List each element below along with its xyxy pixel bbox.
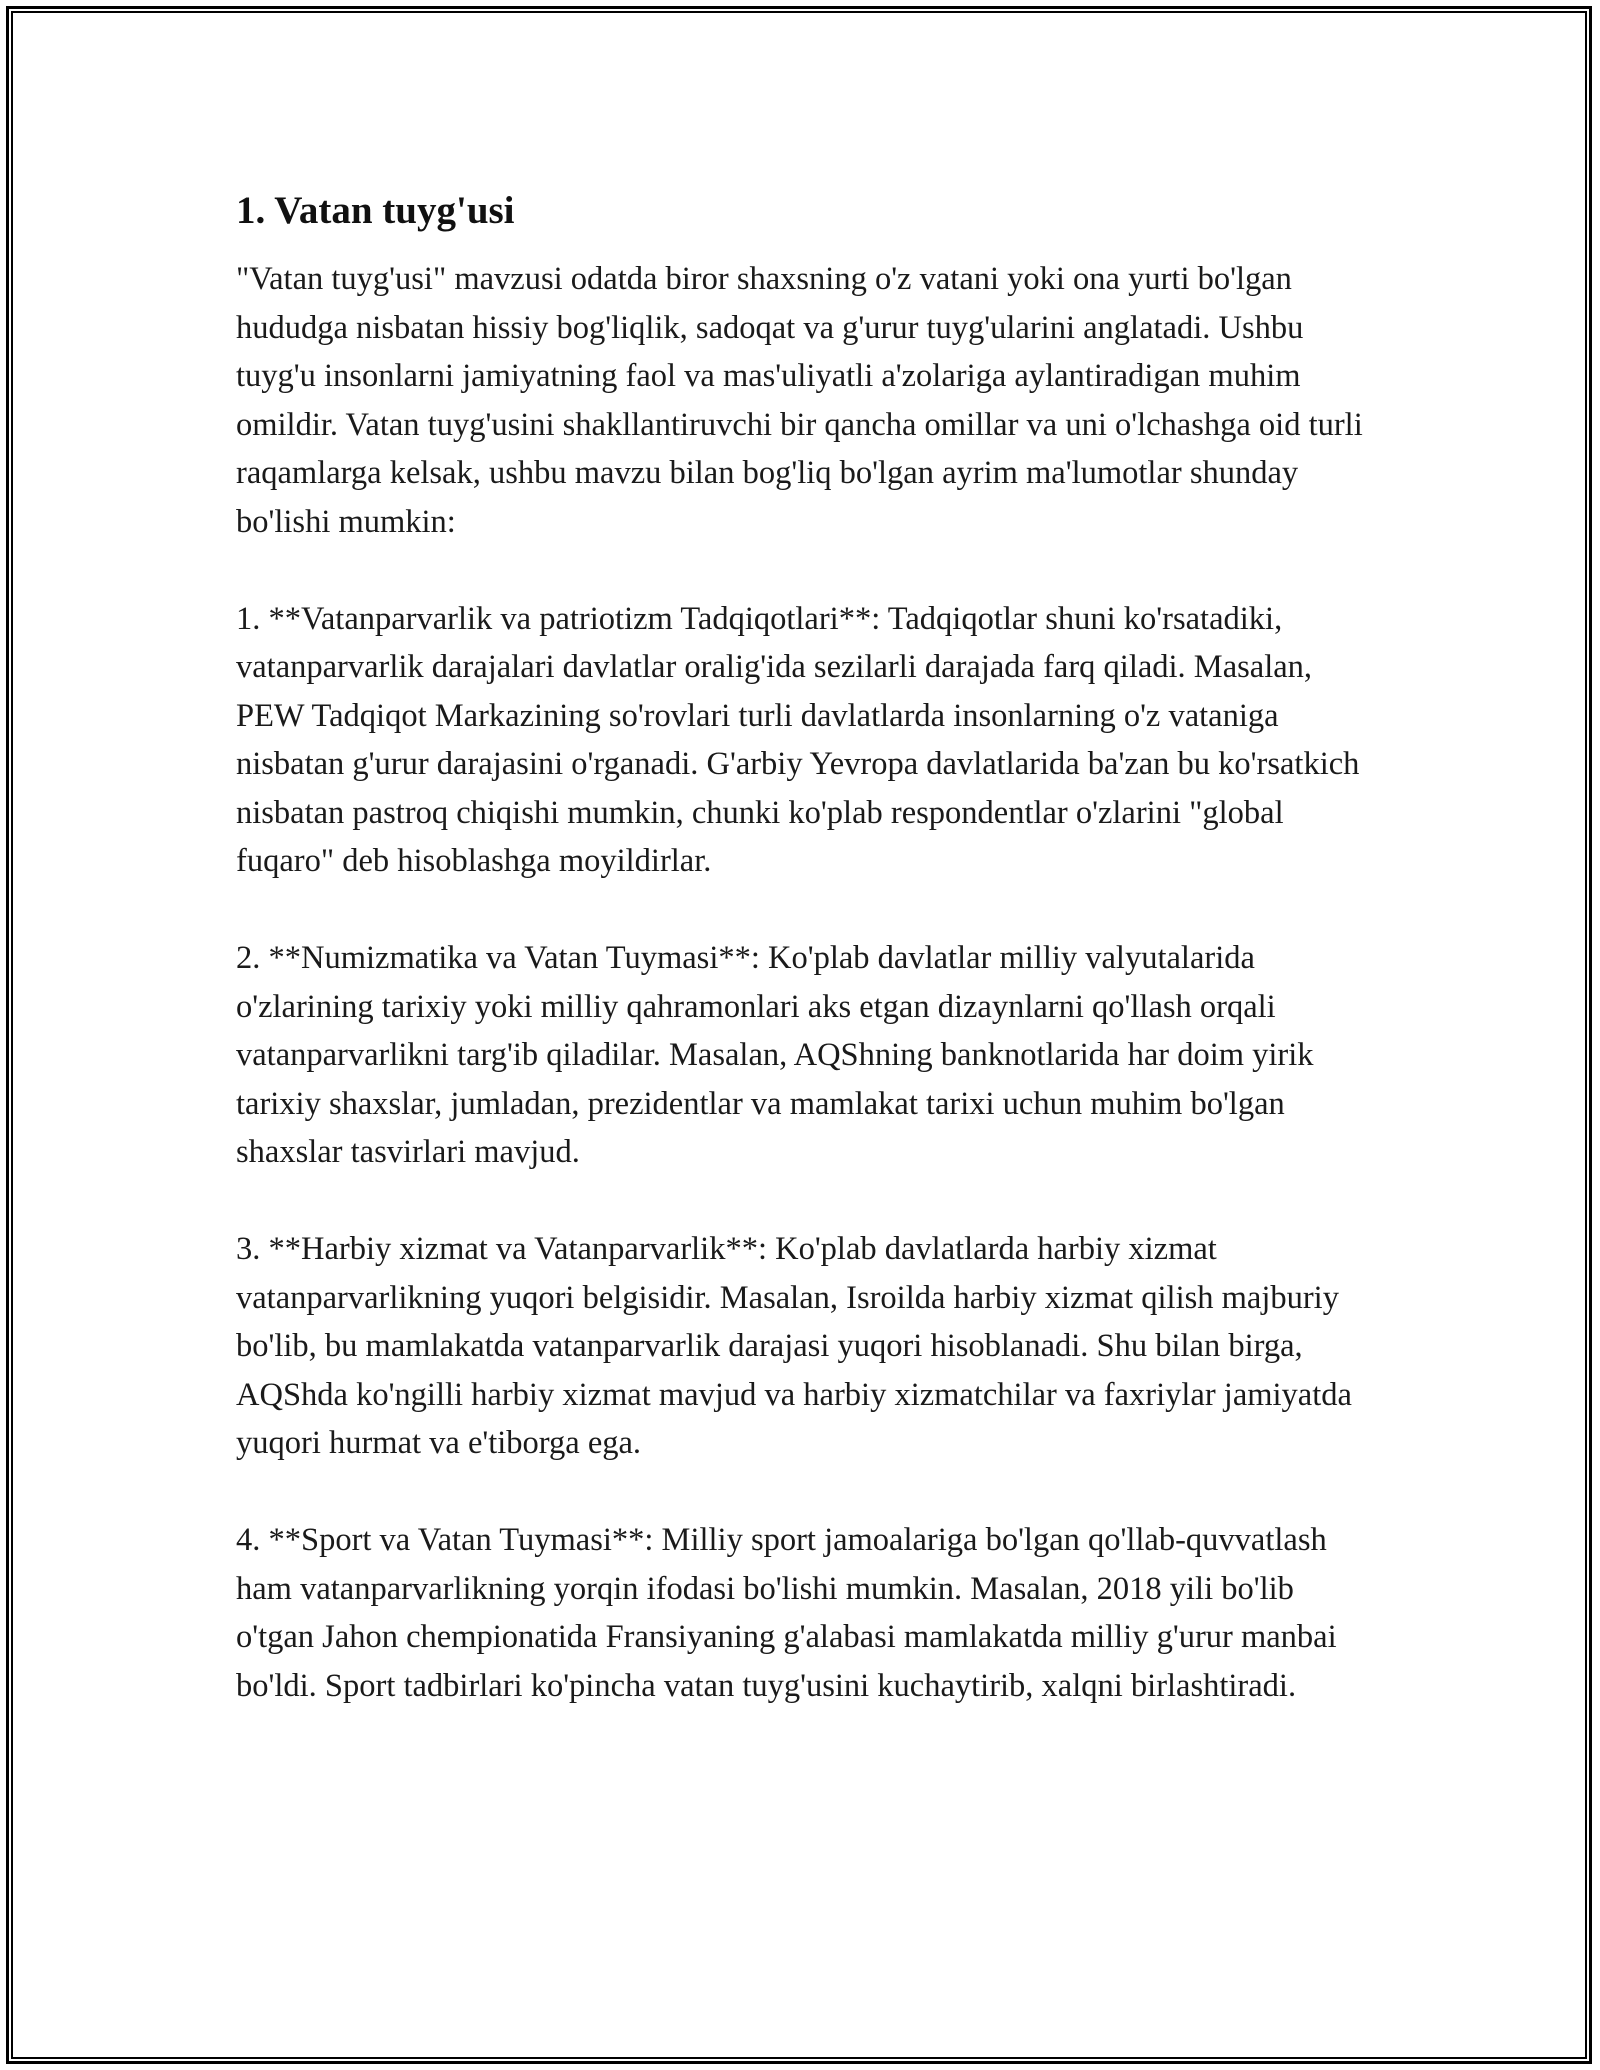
intro-paragraph: "Vatan tuyg'usi" mavzusi odatda biror shaxsning o'z vatani yoki ona yurti bo'lgan hududga nisbatan hissiy bog'liqlik, sadoqat va g'urur tuyg'ularini anglatadi. Ushbu tuyg'u insonlarni jamiyatning faol va mas'uliyatli a'zolariga aylantiradigan muhim omildir. Vatan tuyg'usini shakllantiruvchi bir qancha omillar va uni o'lchashga oid turli raqamlarga kelsak, ushbu mavzu bilan bog'liq bo'lgan ayrim ma'lumotlar shunday bo'lishi mumkin: bbox=[236, 261, 1363, 540]
document-body bbox=[236, 186, 1376, 1710]
list-item-patriotism-research: 1. **Vatanparvarlik va patriotizm Tadqiqotlari**: Tadqiqotlar shuni ko'rsatadiki, vatanparvarlik darajalari davlatlar oralig'ida sezilarli darajada farq qiladi. Masalan, PEW Tadqiqot Markazining so'rovlari turli davlatlarda insonlarning o'z vataniga nisbatan g'urur darajasini o'rganadi. G'arbiy Yevropa davlatlarida ba'zan bu ko'rsatkich nisbatan pastroq chiqishi mumkin, chunki ko'plab respondentlar o'zlarini "global fuqaro" deb hisoblashga moyildirlar. bbox=[236, 600, 1360, 879]
section-heading: 1. Vatan tuyg'usi bbox=[236, 189, 515, 232]
list-item-sport: 4. **Sport va Vatan Tuymasi**: Milliy sport jamoalariga bo'lgan qo'llab-quvvatlash ham vatanparvarlikning yorqin ifodasi bo'lishi mumkin. Masalan, 2018 yili bo'lib o'tgan Jahon chempionatida Fransiyaning g'alabasi mamlakatda milliy g'urur manbai bo'ldi. Sport tadbirlari ko'pincha vatan tuyg'usini kuchaytirib, xalqni birlashtiradi. bbox=[236, 1522, 1337, 1704]
list-item-military-service: 3. **Harbiy xizmat va Vatanparvarlik**: Ko'plab davlatlarda harbiy xizmat vatanparvarlikning yuqori belgisidir. Masalan, Isroilda harbiy xizmat qilish majburiy bo'lib, bu mamlakatda vatanparvarlik darajasi yuqori hisoblanadi. Shu bilan birga, AQShda ko'ngilli harbiy xizmat mavjud va harbiy xizmatchilar va faxriylar jamiyatda yuqori hurmat va e'tiborga ega. bbox=[236, 1231, 1352, 1461]
list-item-numismatics: 2. **Numizmatika va Vatan Tuymasi**: Ko'plab davlatlar milliy valyutalarida o'zlarining tarixiy yoki milliy qahramonlari aks etgan dizaynlarni qo'llash orqali vatanparvarlikni targ'ib qiladilar. Masalan, AQShning banknotlarida har doim yirik tarixiy shaxslar, jumladan, prezidentlar va mamlakat tarixi uchun muhim bo'lgan shaxslar tasvirlari mavjud. bbox=[236, 940, 1314, 1170]
